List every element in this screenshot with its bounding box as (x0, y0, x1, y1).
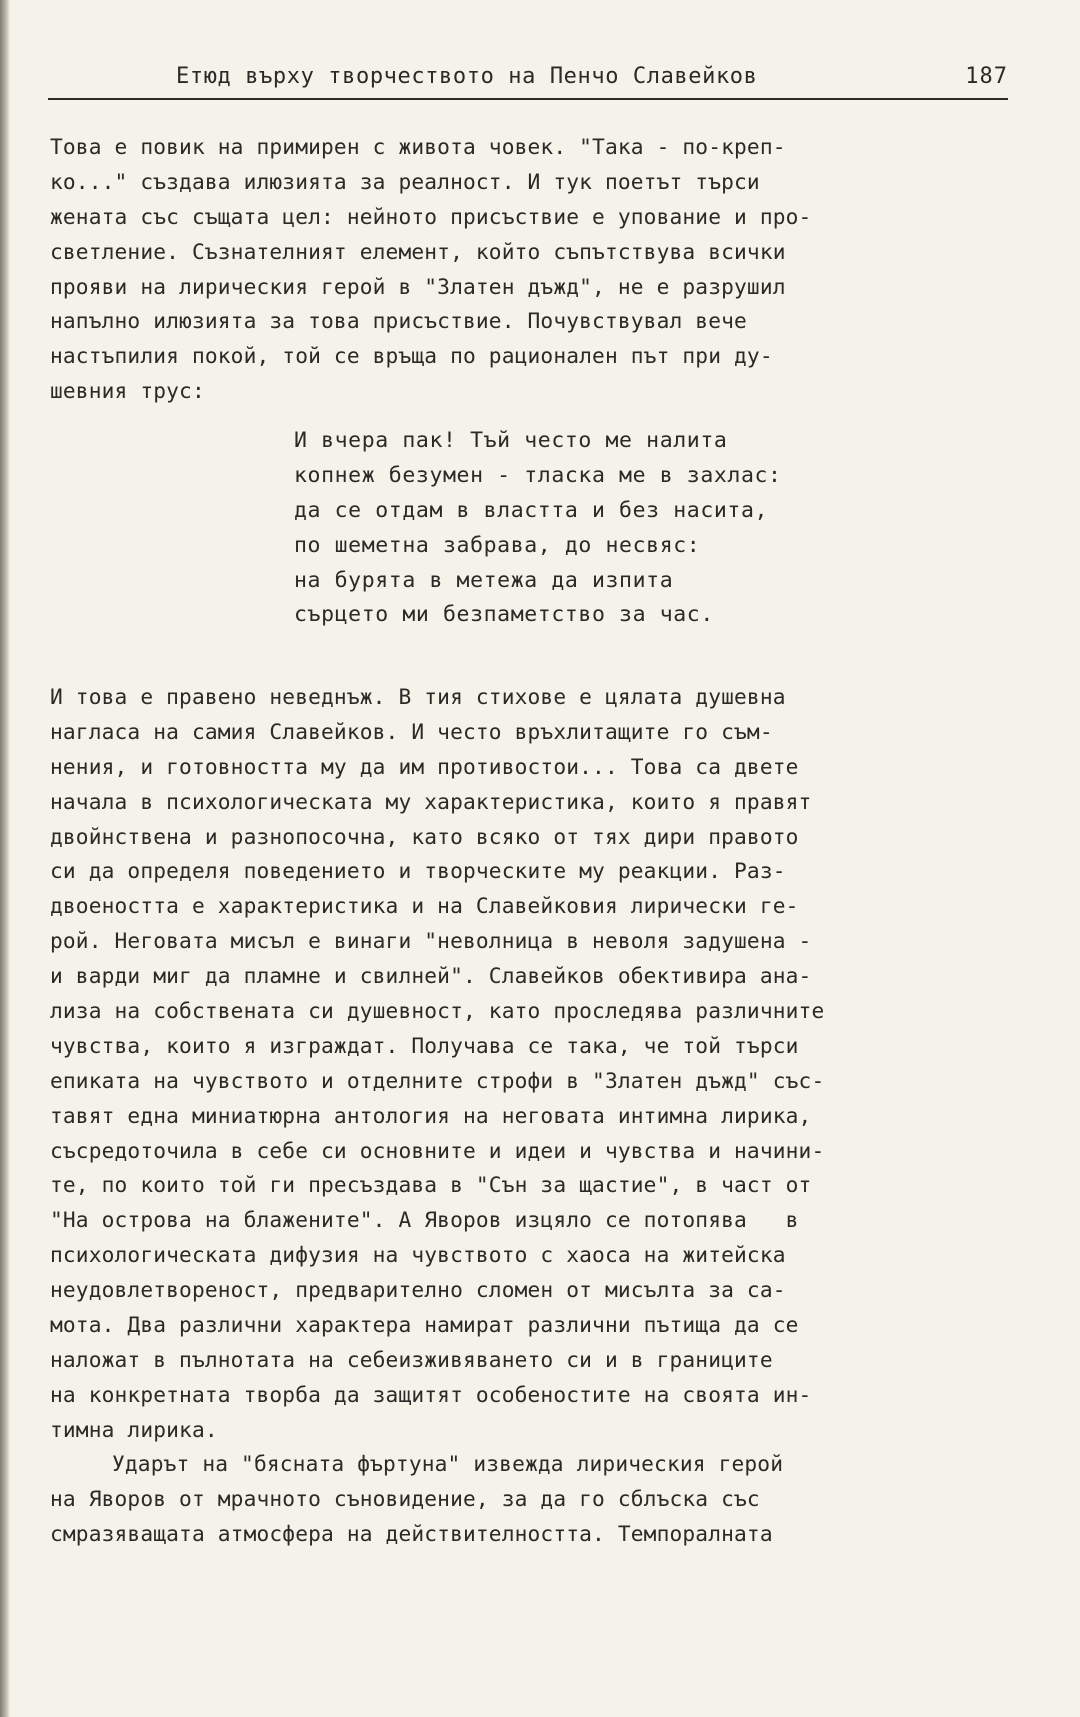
text-line: прояви на лирическия герой в "Златен дъжд", не е разрушил (50, 273, 786, 299)
text-line: Ударът на "бясната фъртуна" извежда лирическия герой (112, 1451, 784, 1476)
verse-line: по шеметна забрава, до несвяс: (294, 532, 701, 558)
text-line: жената със същата цел: нейното присъствие е упование и про- (50, 203, 812, 229)
text-line: рой. Неговата мисъл е винаги "неволница в неволя задушена - (50, 928, 812, 954)
verse-line: сърцето ми безпаметство за час. (294, 602, 714, 628)
verse-line: копнеж безумен - тласка ме в захлас: (294, 462, 782, 488)
text-line: психологическата дифузия на чувството с хаоса на житейска (50, 1242, 786, 1268)
text-line: лиза на собствената си душевност, като проследява различните (50, 998, 825, 1024)
text-line: на конкретната творба да защитят особеностите на своята ин- (50, 1381, 812, 1407)
text-line: си да определя поведението и творческите му реакции. Раз- (50, 858, 786, 884)
text-line: наложат в пълнотата на себеизживяването си и в границите (50, 1346, 773, 1372)
text-line: епиката на чувството и отделните строфи в "Златен дъжд" със- (50, 1067, 825, 1093)
page-number: 187 (965, 64, 1008, 89)
text-line: чувства, които я изграждат. Получава се така, че той търси (50, 1032, 799, 1058)
text-line: тавят една миниатюрна антология на неговата интимна лирика, (50, 1102, 812, 1128)
verse-line: И вчера пак! Тъй често ме налита (294, 428, 728, 453)
text-line: смразяващата атмосфера на действителността. Темпоралната (50, 1520, 773, 1546)
text-line: "На острова на блажените". А Яворов изцяло се потопява в (50, 1207, 799, 1233)
text-line: съсредоточила в себе си основните и идеи и чувства и начини- (50, 1137, 825, 1163)
text-line: на Яворов от мрачното съновидение, за да го сблъска със (50, 1485, 760, 1511)
text-line: И това е правено неведнъж. В тия стихове е цялата душевна (50, 684, 786, 709)
text-line: настъпилия покой, той се връща по рационален път при ду- (50, 343, 773, 369)
text-line: тимна лирика. (50, 1416, 218, 1442)
verse-line: на бурята в метежа да изпита (294, 567, 674, 593)
running-title: Етюд върху творчеството на Пенчо Славейков (176, 64, 758, 89)
text-line: нагласа на самия Славейков. И често връхлитащите го съм- (50, 718, 773, 744)
verse-quotation (294, 424, 782, 633)
text-line: светление. Съзнателният елемент, който съпътствува всички (50, 238, 786, 264)
text-line: начала в психологическата му характеристика, които я правят (50, 788, 812, 814)
text-line: нения, и готовността му да им противостои... Това са двете (50, 753, 799, 779)
text-line: мота. Два различни характера намират различни пътища да се (50, 1312, 799, 1338)
text-line: напълно илюзията за това присъствие. Почувствувал вече (50, 308, 747, 334)
text-line: двоеността е характеристика и на Славейковия лирически ге- (50, 893, 799, 919)
text-line: двойнствена и разнопосочна, като всяко от тях дири правото (50, 823, 799, 849)
text-line: шевния трус: (50, 378, 205, 404)
book-spine-shadow (0, 0, 10, 1717)
text-line: те, по които той ги пресъздава в "Сън за щастие", в част от (50, 1172, 812, 1198)
running-header (48, 64, 1008, 100)
paragraph-3 (50, 1447, 1010, 1552)
paragraph-1 (50, 130, 1010, 409)
paragraph-2 (50, 680, 1010, 1448)
text-line: ко..." създава илюзията за реалност. И тук поетът търси (50, 168, 760, 194)
verse-line: да се отдам в властта и без насита, (294, 497, 769, 523)
text-line: неудовлетвореност, предварително сломен от мисълта за са- (50, 1277, 786, 1303)
text-line: Това е повик на примирен с живота човек. "Така - по-креп- (50, 134, 786, 159)
text-line: и варди миг да пламне и свилней". Славейков обективира ана- (50, 963, 812, 989)
